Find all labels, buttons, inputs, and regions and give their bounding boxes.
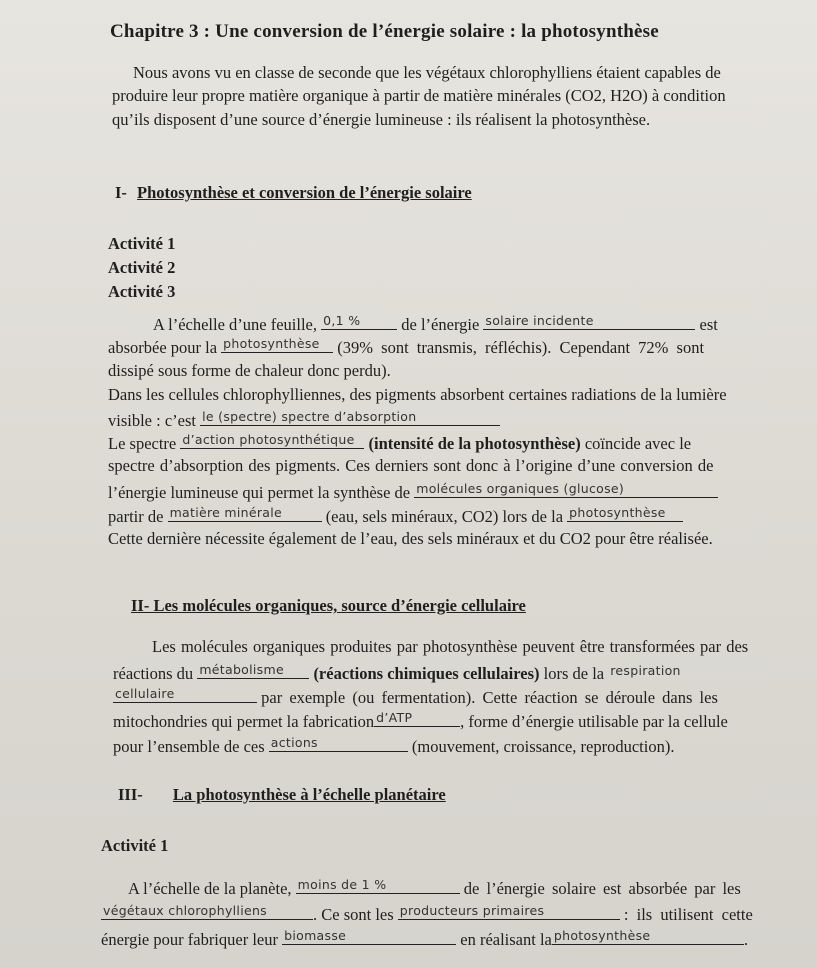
- s2-line-1: Les molécules organiques produites par photosynthèse peuvent être transformées par des: [152, 637, 749, 656]
- activity-3-label: Activité 3: [108, 282, 176, 301]
- text-fragment: l’énergie lumineuse qui permet la synthèse de: [108, 483, 411, 502]
- text-fragment: A l’échelle de la planète,: [128, 879, 292, 898]
- answer-blank-actions[interactable]: actions: [269, 735, 408, 752]
- page-title: Chapitre 3 : Une conversion de l’énergie solaire : la photosynthèse: [110, 21, 659, 42]
- answer-blank-photosynthesis-3[interactable]: photosynthèse: [552, 928, 744, 945]
- text-fragment: A l’échelle d’une feuille,: [153, 315, 318, 334]
- section-1-title: Photosynthèse et conversion de l’énergie solaire: [137, 183, 472, 202]
- activity-1-label: Activité 1: [108, 234, 176, 253]
- s1-line-5: [108, 409, 500, 431]
- text-fragment: mitochondries qui permet la fabrication: [113, 712, 375, 731]
- section-3-heading: [118, 785, 446, 805]
- text-fragment: réactions du: [113, 664, 194, 683]
- text-fragment: , forme d’énergie utilisable par la cellule: [460, 712, 728, 731]
- text-fragment: absorbée pour la: [108, 338, 218, 357]
- text-fragment: coïncide avec le: [584, 434, 692, 453]
- s3-line-1: [128, 877, 741, 899]
- answer-blank-organic-molecules[interactable]: molécules organiques (glucose): [414, 481, 718, 498]
- answer-blank-metabolism[interactable]: métabolisme: [197, 662, 309, 679]
- text-fragment: . Ce sont les: [313, 905, 394, 924]
- s3-line-3: [101, 928, 748, 950]
- answer-blank-photosynthesis-1[interactable]: photosynthèse: [221, 336, 333, 353]
- s1-line-6: [108, 432, 691, 454]
- text-fragment: par exemple (ou fermentation). Cette réaction se déroule dans les: [261, 688, 718, 707]
- answer-blank-absorption-spectrum[interactable]: le (spectre) spectre d’absorption: [200, 409, 500, 426]
- answer-blank-photosynthesis-2[interactable]: photosynthèse: [567, 505, 683, 522]
- s2-line-5: [113, 735, 674, 757]
- answer-blank-leaf-percent[interactable]: 0,1 %: [321, 313, 397, 330]
- text-fragment: de l’énergie: [401, 315, 480, 334]
- text-fragment: de l’énergie solaire est absorbée par les: [463, 879, 741, 898]
- text-fragment: visible : c’est: [108, 411, 196, 430]
- text-fragment: (eau, sels minéraux, CO2) lors de la: [325, 507, 564, 526]
- s3-line-2: [101, 903, 753, 925]
- answer-blank-primary-producers[interactable]: producteurs primaires: [398, 903, 620, 920]
- intro-line-2: produire leur propre matière organique à partir de matière minérales (CO2, H2O) à condition: [112, 86, 726, 105]
- text-fragment: : ils utilisent cette: [623, 905, 753, 924]
- s2-line-3: [113, 686, 718, 708]
- s1-line-8: [108, 481, 718, 503]
- s1-line-1: [153, 313, 718, 335]
- answer-blank-atp[interactable]: d’ATP: [374, 710, 460, 727]
- section-1-number: I-: [115, 183, 127, 202]
- bold-fragment: (intensité de la photosynthèse): [368, 434, 581, 453]
- text-fragment: lors de la: [543, 664, 605, 683]
- s1-line-4: Dans les cellules chlorophylliennes, des pigments absorbent certaines radiations de la lumière: [108, 385, 727, 404]
- bold-fragment: (réactions chimiques cellulaires): [313, 664, 540, 683]
- text-fragment: en réalisant la: [460, 930, 552, 949]
- activity-2-label: Activité 2: [108, 258, 176, 277]
- text-fragment: est: [699, 315, 718, 334]
- text-fragment: Le spectre: [108, 434, 177, 453]
- answer-blank-biomass[interactable]: biomasse: [282, 928, 456, 945]
- section-3-number: III-: [118, 785, 143, 804]
- s2-line-4: [113, 710, 728, 732]
- intro-line-1: Nous avons vu en classe de seconde que les végétaux chlorophylliens étaient capables de: [133, 63, 721, 82]
- answer-blank-cellular[interactable]: cellulaire: [113, 686, 257, 703]
- intro-line-3: qu’ils disposent d’une source d’énergie lumineuse : ils réalisent la photosynthèse.: [112, 110, 651, 129]
- answer-blank-planet-percent[interactable]: moins de 1 %: [296, 877, 460, 894]
- section-1-heading: [115, 183, 472, 203]
- s3-activity-1-label: Activité 1: [101, 836, 169, 855]
- section-3-title: La photosynthèse à l’échelle planétaire: [172, 785, 446, 804]
- answer-blank-respiration[interactable]: respiration: [610, 663, 681, 678]
- answer-blank-solar-incident[interactable]: solaire incidente: [483, 313, 695, 330]
- s2-line-2: [113, 662, 704, 684]
- answer-blank-action-spectrum[interactable]: d’action photosynthétique: [180, 432, 364, 449]
- section-2-heading: II- Les molécules organiques, source d’énergie cellulaire: [131, 596, 526, 615]
- s1-line-2: [108, 336, 704, 358]
- text-fragment: .: [743, 930, 748, 949]
- s1-line-9: [108, 505, 683, 527]
- s1-line-3: dissipé sous forme de chaleur donc perdu).: [108, 361, 391, 380]
- answer-blank-chlorophyll-plants[interactable]: végétaux chlorophylliens: [101, 903, 313, 920]
- text-fragment: (39% sont transmis, réfléchis). Cependant 72% sont: [337, 338, 705, 357]
- text-fragment: énergie pour fabriquer leur: [101, 930, 278, 949]
- text-fragment: pour l’ensemble de ces: [113, 737, 265, 756]
- text-fragment: (mouvement, croissance, reproduction).: [411, 737, 675, 756]
- answer-blank-mineral-matter[interactable]: matière minérale: [168, 505, 322, 522]
- text-fragment: partir de: [108, 507, 164, 526]
- s1-line-10: Cette dernière nécessite également de l’eau, des sels minéraux et du CO2 pour être réalisée.: [108, 529, 713, 548]
- s1-line-7: spectre d’absorption des pigments. Ces derniers sont donc à l’origine d’une conversion de: [108, 456, 714, 475]
